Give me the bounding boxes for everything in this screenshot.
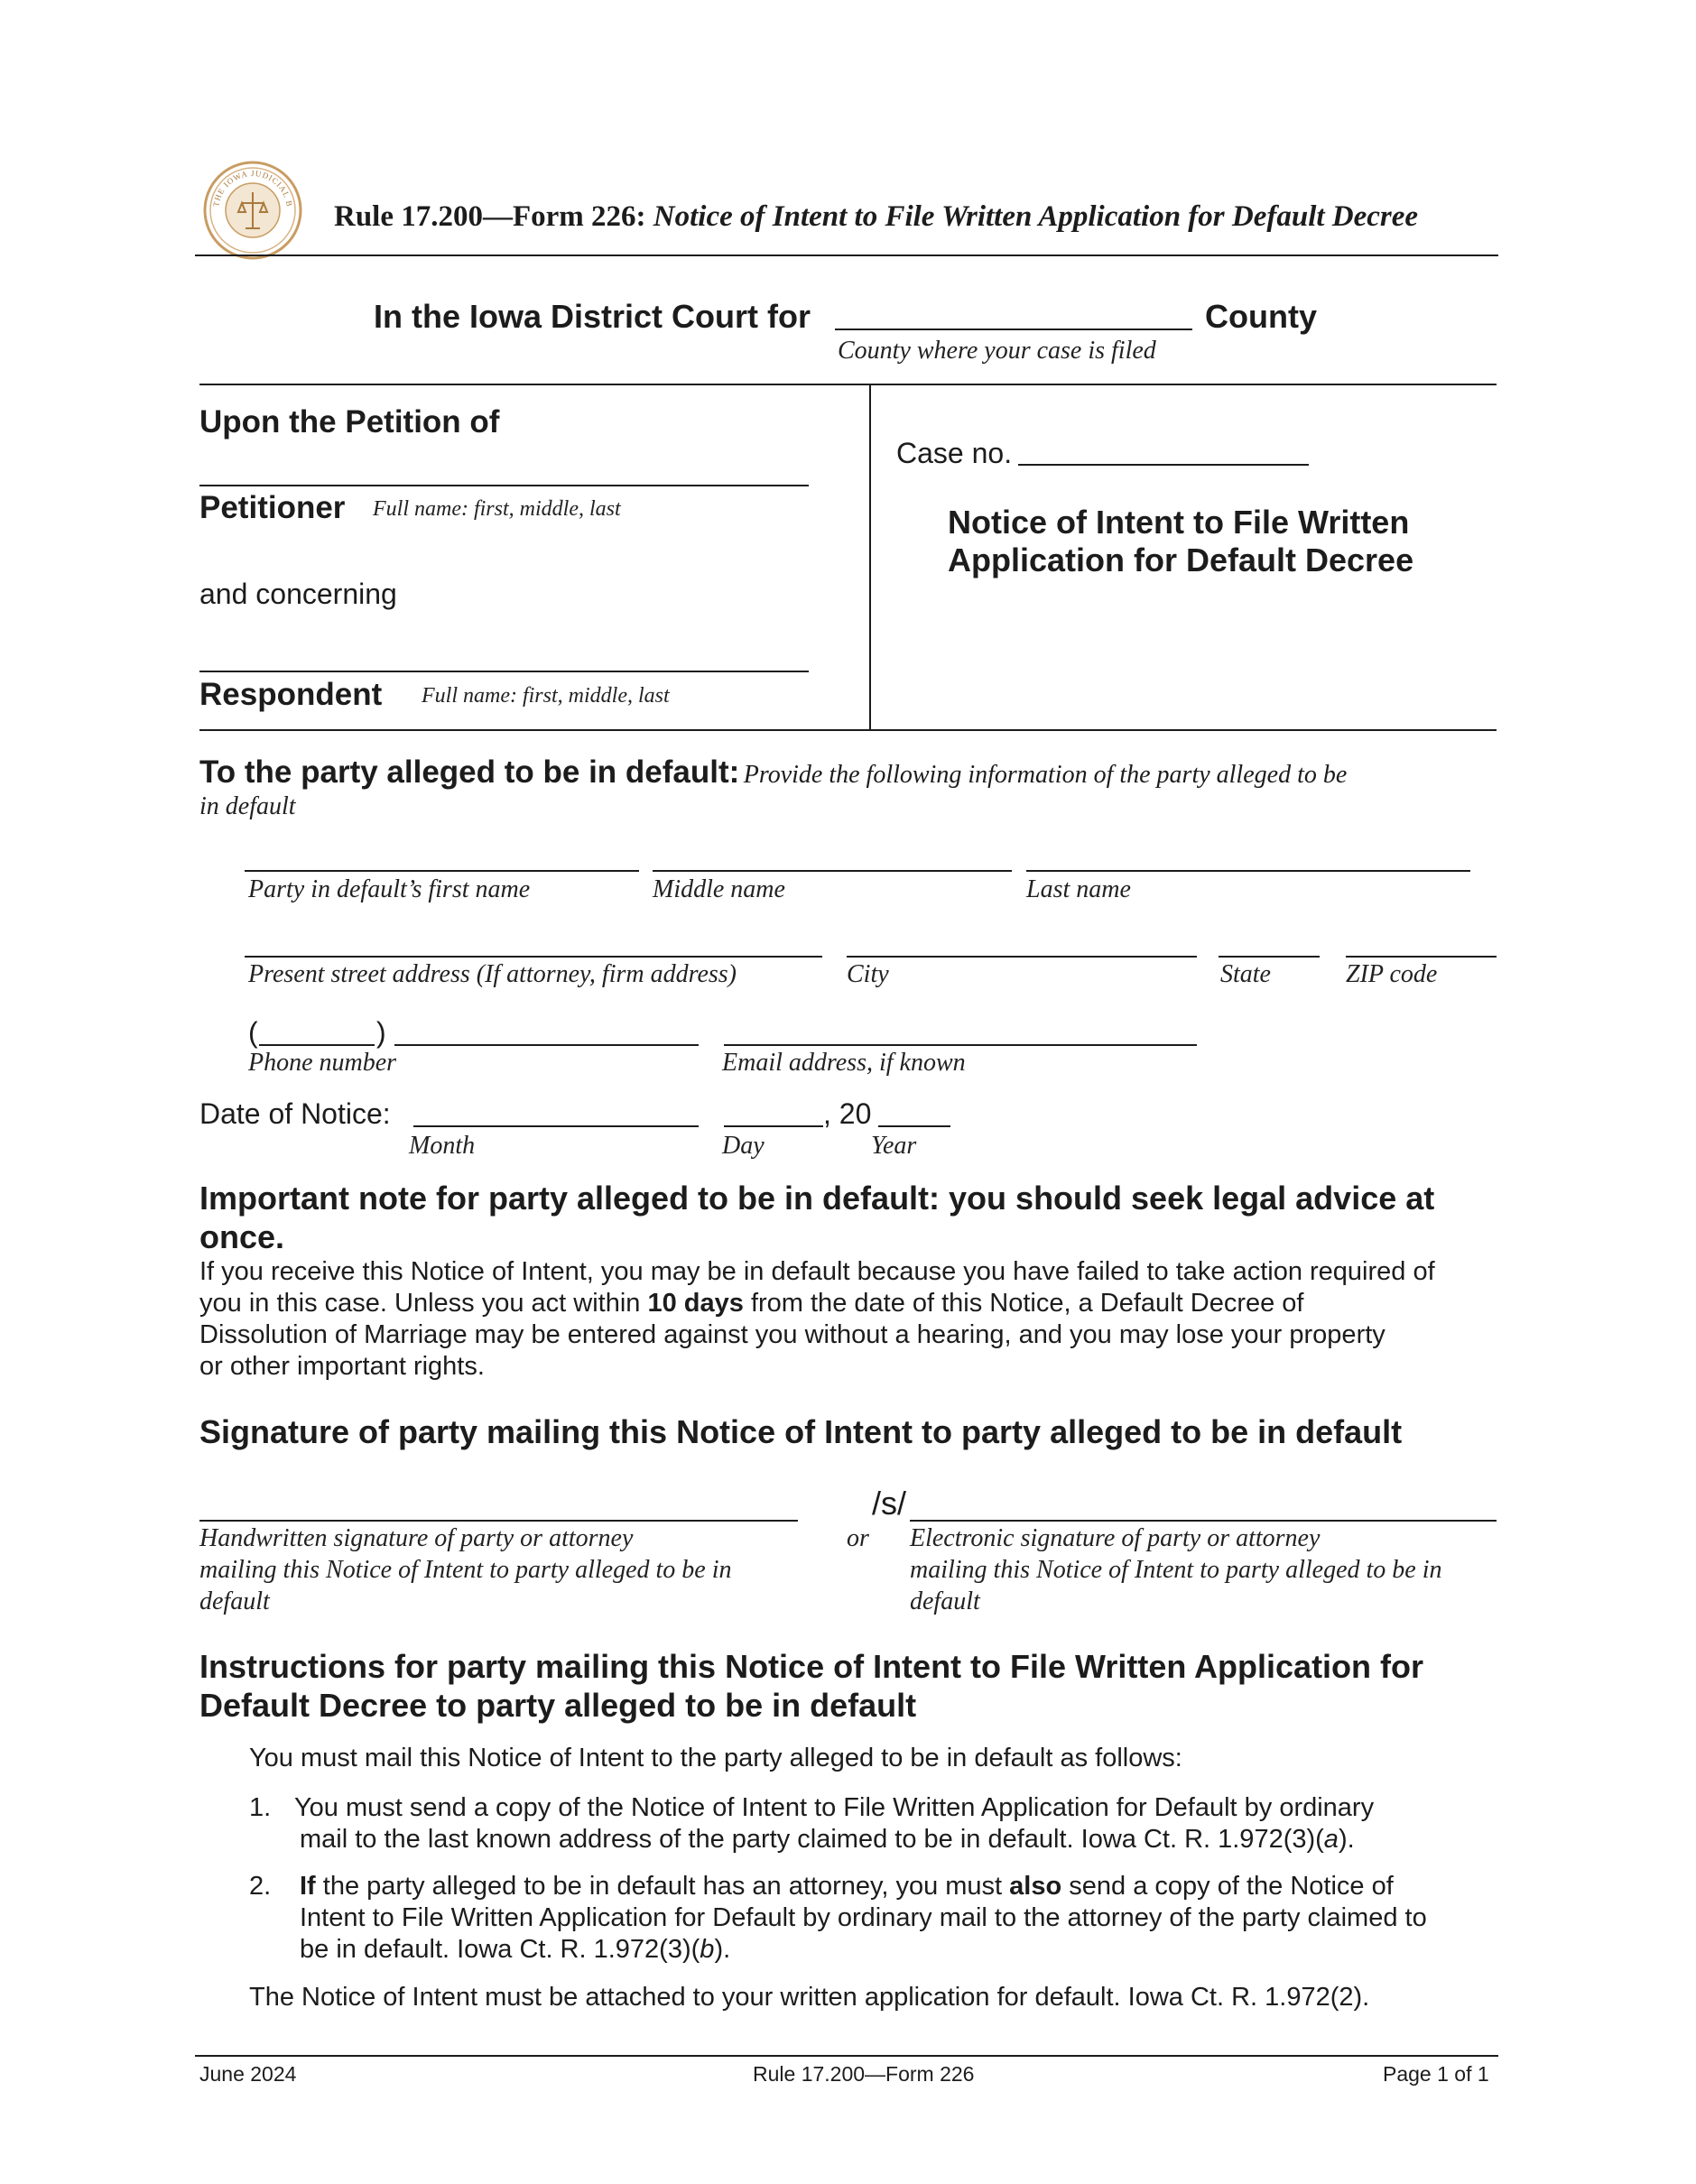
city-label: City: [847, 960, 889, 988]
important-line3: Dissolution of Marriage may be entered against you without a hearing, and you may lose your property: [199, 1320, 1386, 1349]
important-line2-a: you in this case. Unless you act within: [199, 1289, 648, 1318]
zip-code-field[interactable]: [1346, 930, 1497, 958]
iowa-judicial-branch-seal: [202, 160, 303, 261]
item2-line1-b: send a copy of the Notice of: [1061, 1872, 1394, 1901]
month-field[interactable]: [413, 1100, 699, 1127]
item1-line2-a: mail to the last known address of the party claimed to be in default. Iowa Ct. R. 1.972(3)(: [300, 1825, 1324, 1854]
form-header-title: Notice of Intent to File Written Application for Default Decree: [653, 200, 1419, 233]
item2-line3: [300, 1934, 1427, 1966]
instructions-closing: The Notice of Intent must be attached to your written application for default. Iowa Ct. R. 1.972(2).: [249, 1983, 1370, 2012]
handwritten-signature-field[interactable]: [199, 1495, 798, 1522]
important-heading-line2: once.: [199, 1218, 285, 1255]
rule-prefix: Rule 17.200—Form 226:: [334, 200, 646, 233]
instructions-heading-line1: Instructions for party mailing this Notice of Intent to File Written Application for: [199, 1648, 1424, 1685]
s-prefix: /s/: [872, 1485, 907, 1522]
important-line4: or other important rights.: [199, 1352, 485, 1381]
item2-bold-if: If: [300, 1872, 316, 1901]
last-name-label: Last name: [1026, 875, 1131, 903]
footer-page-number: Page 1 of 1: [1383, 2062, 1489, 2086]
electronic-signature-field[interactable]: [910, 1495, 1497, 1522]
last-name-field[interactable]: [1026, 845, 1470, 872]
petitioner-name-field[interactable]: [199, 459, 809, 486]
instructions-intro: You must mail this Notice of Intent to the party alleged to be in default as follows:: [249, 1744, 1182, 1772]
party-instruction: Provide the following information of the party alleged to be: [743, 761, 1348, 789]
signature-heading: Signature of party mailing this Notice of Intent to party alleged to be in default: [199, 1413, 1403, 1450]
street-address-label: Present street address (If attorney, firm address): [248, 960, 737, 988]
court-prefix: In the Iowa District Court for: [374, 298, 811, 335]
caption-top-rule: [199, 384, 1497, 385]
petitioner-label: Petitioner: [199, 490, 346, 525]
zip-code-label: ZIP code: [1346, 960, 1438, 988]
form-header: [334, 200, 1418, 234]
item1-num: 1.: [249, 1793, 272, 1822]
item2-line3-a: be in default. Iowa Ct. R. 1.972(3)(: [300, 1935, 700, 1964]
party-heading: [199, 754, 1347, 791]
county-hint: County where your case is filed: [838, 337, 1156, 365]
footer-rule: [195, 2055, 1498, 2057]
and-concerning-label: and concerning: [199, 578, 397, 610]
item2-line3-italic: b: [700, 1935, 715, 1964]
area-code-close: ): [376, 1016, 386, 1049]
item2-line3-b: ).: [714, 1935, 731, 1964]
street-address-field[interactable]: [245, 930, 822, 958]
upon-petition-label: Upon the Petition of: [199, 404, 500, 440]
hand-sig-line1: Handwritten signature of party or attorney: [199, 1524, 634, 1552]
item2-line2: Intent to File Written Application for Default by ordinary mail to the attorney of the party claimed to: [300, 1903, 1427, 1932]
middle-name-field[interactable]: [653, 845, 1012, 872]
party-heading-bold: To the party alleged to be in default:: [199, 754, 740, 790]
first-name-label: Party in default’s first name: [248, 875, 531, 903]
header-rule: [195, 254, 1498, 256]
doc-title-line1: Notice of Intent to File Written: [948, 504, 1410, 541]
email-label: Email address, if known: [722, 1049, 966, 1077]
county-field[interactable]: [835, 303, 1192, 330]
important-line2: [199, 1288, 1435, 1319]
area-code-field[interactable]: [259, 1019, 375, 1046]
important-heading-line1: Important note for party alleged to be in default: you should seek legal advice at: [199, 1180, 1435, 1217]
case-no-label: Case no.: [896, 437, 1013, 469]
elec-sig-line1: Electronic signature of party or attorney: [910, 1524, 1321, 1552]
item1-line1: You must send a copy of the Notice of Intent to File Written Application for Default by ordinary: [294, 1793, 1375, 1822]
city-field[interactable]: [847, 930, 1197, 958]
respondent-hint: Full name: first, middle, last: [422, 684, 670, 708]
item1-line2: [294, 1824, 1374, 1855]
state-field[interactable]: [1219, 930, 1320, 958]
svg-text:THE IOWA JUDICIAL BRANCH: THE IOWA JUDICIAL B: [211, 168, 294, 208]
respondent-label: Respondent: [199, 677, 383, 712]
year-prefix: , 20: [823, 1097, 872, 1130]
item2-num: 2.: [249, 1872, 272, 1901]
hand-sig-line3: default: [199, 1587, 270, 1615]
caption-divider: [869, 384, 871, 731]
phone-number-label: Phone number: [248, 1049, 397, 1077]
instruction-item-1: [294, 1792, 1374, 1855]
elec-sig-line2: mailing this Notice of Intent to party alleged to be in: [910, 1556, 1442, 1584]
or-label: or: [847, 1524, 869, 1552]
first-name-field[interactable]: [245, 845, 639, 872]
area-code-open: (: [248, 1016, 258, 1049]
doc-title-line2: Application for Default Decree: [948, 541, 1414, 578]
elec-sig-line3: default: [910, 1587, 980, 1615]
petitioner-hint: Full name: first, middle, last: [373, 497, 621, 521]
date-of-notice-label: Date of Notice:: [199, 1097, 391, 1130]
middle-name-label: Middle name: [653, 875, 785, 903]
footer-form-id: Rule 17.200—Form 226: [753, 2062, 975, 2086]
item1-line2-italic: a: [1323, 1825, 1339, 1854]
day-label: Day: [722, 1132, 765, 1160]
instruction-item-2: [300, 1871, 1427, 1966]
caption-bottom-rule: [199, 729, 1497, 731]
important-line1: If you receive this Notice of Intent, you may be in default because you have failed to take action required of: [199, 1257, 1435, 1286]
court-suffix: County: [1205, 298, 1317, 335]
year-label: Year: [871, 1132, 917, 1160]
hand-sig-line2: mailing this Notice of Intent to party alleged to be in: [199, 1556, 732, 1584]
day-field[interactable]: [724, 1100, 823, 1127]
respondent-name-field[interactable]: [199, 645, 809, 672]
important-text: [199, 1256, 1435, 1383]
instructions-heading-line2: Default Decree to party alleged to be in default: [199, 1687, 917, 1724]
item2-line1-a: the party alleged to be in default has an attorney, you must: [315, 1872, 1010, 1901]
year-field[interactable]: [878, 1100, 950, 1127]
item2-bold-also: also: [1009, 1872, 1062, 1901]
item1-line2-b: ).: [1338, 1825, 1355, 1854]
phone-number-field[interactable]: [394, 1019, 699, 1046]
item2-line1: [300, 1871, 1427, 1902]
month-label: Month: [409, 1132, 476, 1160]
footer-date: June 2024: [199, 2062, 297, 2086]
case-no-field[interactable]: [1018, 439, 1309, 466]
ten-days-emphasis: 10 days: [647, 1289, 744, 1318]
party-instruction-cont: in default: [199, 792, 296, 820]
state-label: State: [1220, 960, 1271, 988]
email-field[interactable]: [724, 1019, 1197, 1046]
important-line2-b: from the date of this Notice, a Default Decree of: [743, 1289, 1304, 1318]
